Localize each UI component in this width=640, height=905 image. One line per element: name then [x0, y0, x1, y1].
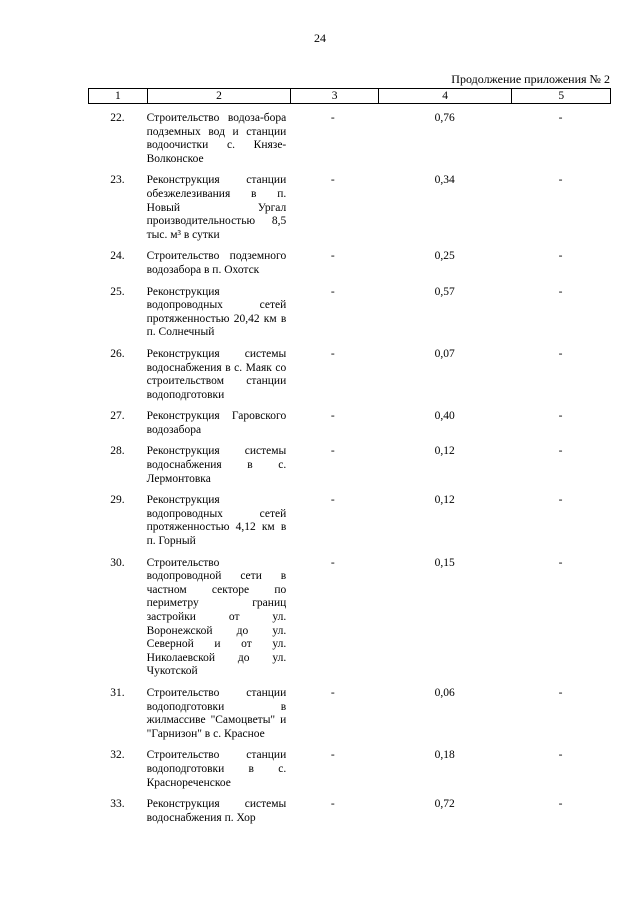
row-number: 22. [110, 112, 125, 124]
header-col-1: 1 [89, 89, 148, 103]
row-col-3: - [330, 410, 335, 423]
row-col-3: - [330, 556, 335, 569]
continuation-label: Продолжение приложения № 2 [451, 72, 610, 86]
header-col-5: 5 [558, 90, 565, 102]
table-body [88, 112, 611, 833]
row-col-5: - [558, 556, 563, 569]
table-row [88, 557, 611, 679]
row-col-4: 0,15 [434, 556, 455, 569]
row-col-3: - [330, 686, 335, 699]
row-col-3: - [330, 347, 335, 360]
row-col-5: - [558, 798, 563, 811]
row-name: Реконструкция системы водоснабжения п. Хор [146, 798, 287, 824]
table-row [88, 494, 611, 548]
row-name: Строительство водоза-бора подземных вод и станции водоочистки с. Князе-Волконское [146, 112, 287, 165]
table-row [88, 348, 611, 402]
table-row [88, 174, 611, 242]
row-col-4: 0,06 [434, 686, 455, 699]
row-name: Строительство станции водоподготовки в жилмассиве "Самоцветы" и "Гарнизон" в с. Красное [146, 686, 287, 740]
row-col-3: - [330, 798, 335, 811]
row-number: 32. [110, 749, 125, 762]
row-col-3: - [330, 494, 335, 507]
row-number: 27. [110, 410, 125, 423]
row-name: Строительство подземного водозабора в п. Охотск [146, 250, 287, 276]
row-col-3: - [330, 445, 335, 458]
header-col-4: 4 [379, 89, 512, 103]
table-row [88, 445, 611, 486]
row-number: 31. [110, 686, 125, 699]
table-row [88, 410, 611, 437]
table-header [88, 88, 611, 104]
row-name: Реконструкция Гаровского водозабора [146, 410, 287, 436]
row-number: 25. [110, 285, 125, 298]
row-number: 33. [110, 798, 125, 811]
row-number: 30. [110, 556, 125, 569]
table-row [88, 250, 611, 277]
row-col-5: - [558, 445, 563, 458]
row-name: Реконструкция системы водоснабжения в с. Лермонтовка [146, 445, 287, 485]
page-number: 24 [314, 31, 326, 45]
row-name: Реконструкция водопроводных сетей протяженностью 4,12 км в п. Горный [146, 494, 287, 548]
row-col-5: - [558, 174, 563, 187]
table-row [88, 798, 611, 825]
row-name: Реконструкция станции обезжелезивания в п. Новый Ургал производительностью 8,5 тыс. м³ в сутки [146, 174, 287, 241]
row-col-5: - [558, 112, 563, 124]
header-col-2: 2 [148, 89, 291, 103]
row-col-4: 0,34 [434, 174, 455, 187]
row-col-4: 0,57 [434, 285, 455, 298]
row-col-4: 0,12 [434, 445, 455, 458]
row-col-3: - [330, 112, 335, 124]
row-col-5: - [558, 494, 563, 507]
row-col-4: 0,18 [434, 749, 455, 762]
row-number: 26. [110, 347, 125, 360]
row-col-5: - [558, 686, 563, 699]
row-col-5: - [558, 250, 563, 263]
row-name: Реконструкция водопроводных сетей протяженностью 20,42 км в п. Солнечный [146, 285, 287, 339]
table-row [88, 112, 611, 166]
row-col-4: 0,72 [434, 798, 455, 811]
row-number: 28. [110, 445, 125, 458]
row-col-3: - [330, 250, 335, 263]
row-col-3: - [330, 174, 335, 187]
table-row [88, 749, 611, 790]
row-col-3: - [330, 285, 335, 298]
row-col-4: 0,40 [434, 410, 455, 423]
header-col-3: 3 [291, 89, 379, 103]
row-name: Строительство водопроводной сети в частном секторе по периметру границ застройки от ул. Воронежской до ул. Северной и от ул. Николаевской до ул. Чукотской [146, 556, 287, 678]
table-row [88, 687, 611, 741]
row-col-3: - [330, 749, 335, 762]
row-number: 29. [110, 494, 125, 507]
row-name: Реконструкция системы водоснабжения в с. Маяк со строительством станции водоподготовки [146, 347, 287, 401]
row-name: Строительство станции водоподготовки в с. Краснореченское [146, 749, 287, 789]
row-col-4: 0,25 [434, 250, 455, 263]
row-col-5: - [558, 285, 563, 298]
row-col-5: - [558, 749, 563, 762]
row-number: 23. [110, 174, 125, 187]
row-col-4: 0,76 [434, 112, 455, 124]
row-col-5: - [558, 410, 563, 423]
row-col-4: 0,07 [434, 347, 455, 360]
row-col-4: 0,12 [434, 494, 455, 507]
row-number: 24. [110, 250, 125, 263]
row-col-5: - [558, 347, 563, 360]
table-row [88, 286, 611, 340]
